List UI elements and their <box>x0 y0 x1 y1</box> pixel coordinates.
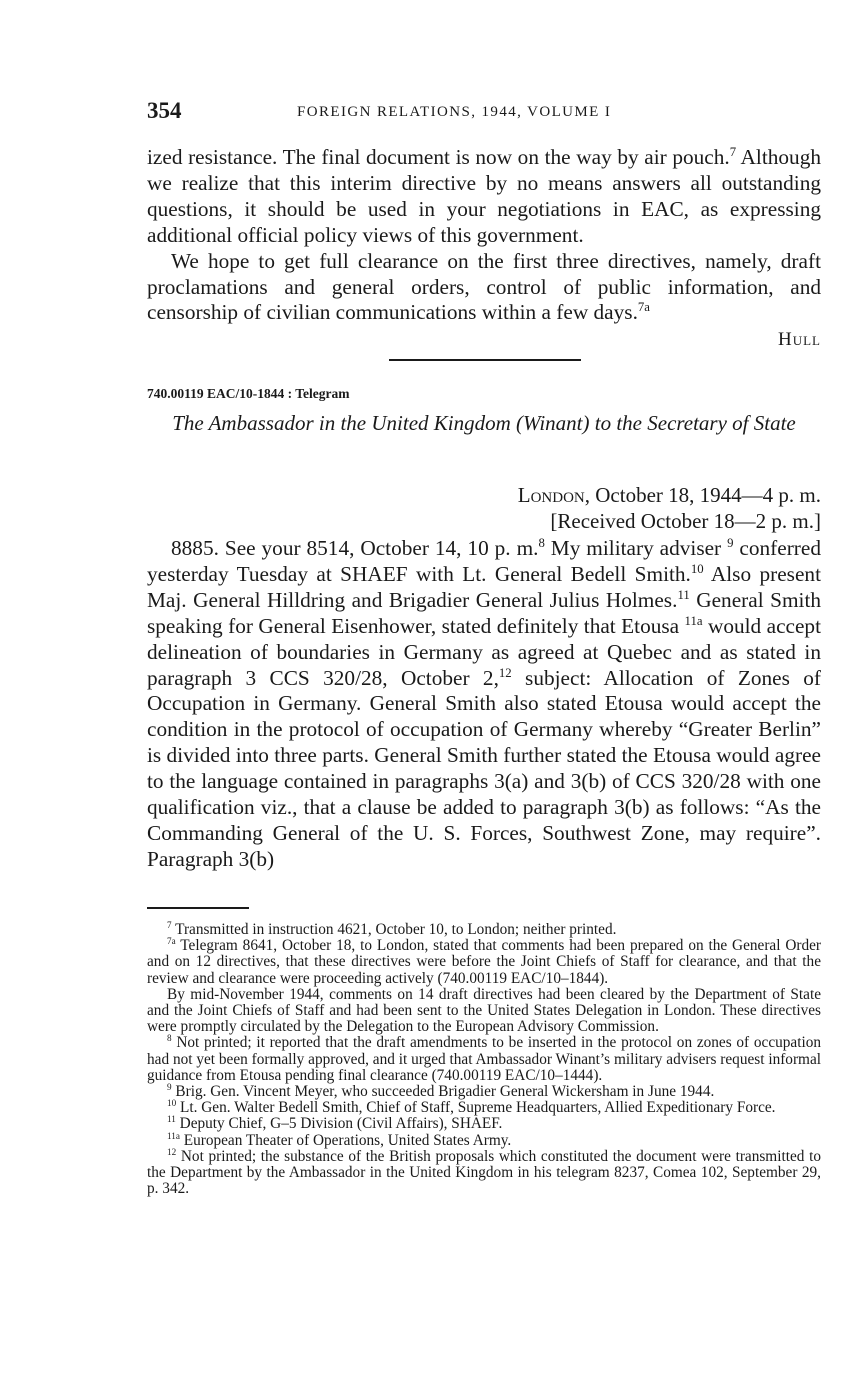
footnote: $^{11}$ Deputy Chief, G–5 Division (Civil Affairs), SHAEF. <box>167 1114 503 1133</box>
file-number: 740.00119 EAC/10-1844 : Telegram <box>147 386 350 401</box>
footnote-ref: 7 <box>729 144 737 159</box>
footnote-ref: 11 <box>677 587 690 602</box>
page-header <box>147 98 821 128</box>
footnote: $^8$ Not printed; it reported that the draft amendments to be inserted in the protocol on zones of occupation had not yet been formally approved, and it urged that Ambassador Winant’s military advisers request informal guidance from Etousa pending final clearance (740.00119 EAC/10–1444). <box>147 1033 821 1084</box>
signature: Hull <box>778 329 821 350</box>
date: , October 18, 1944—4 p. m. <box>584 483 821 507</box>
footnote: $^{11a}$ European Theater of Operations, United States Army. <box>167 1130 512 1149</box>
intro-paragraph-1: ized resistance. The final document is now on the way by air pouch.$^7$ Although we realize that this interim directive by no means answers all outstanding questions, it should be used in your negotiations in EAC, as expressing additional official policy views of this government. <box>147 144 822 247</box>
footnote-ref: 12 <box>498 665 512 680</box>
received-line: [Received October 18—2 p. m.] <box>550 509 821 533</box>
footnote-ref: 11a <box>684 613 703 628</box>
place-date <box>518 482 821 508</box>
footnote-divider <box>147 907 249 909</box>
telegram-text <box>147 536 821 873</box>
dateline <box>518 482 821 534</box>
footnotes <box>147 919 821 1198</box>
footnote-ref: 8 <box>538 535 545 550</box>
footnote: $^7$ Transmitted in instruction 4621, October 10, to London; neither printed. <box>167 919 617 938</box>
footnote: $^{12}$ Not printed; the substance of the British proposals which constituted the document were transmitted to the Department by the Ambassador in the United Kingdom in his telegram 8237, Comea 102, September 29, p. 342. <box>147 1146 821 1198</box>
footnote: $^{10}$ Lt. Gen. Walter Bedell Smith, Chief of Staff, Supreme Headquarters, Allied Expeditionary Force. <box>167 1098 776 1117</box>
document-title: The Ambassador in the United Kingdom (Winant) to the Secretary of State <box>172 411 796 435</box>
footnote: $^{7a}$ Telegram 8641, October 18, to London, stated that comments had been prepared on the General Order and on 12 directives, that these directives were before the Joint Chiefs of Staff for clearance, and that the review and clearance were proceeding actively (740.00119 EAC/10–1844). <box>147 936 821 987</box>
footnote-ref: 9 <box>727 535 734 550</box>
footnote-continuation: By mid-November 1944, comments on 14 draft directives had been cleared by the Department of State and the Joint Chiefs of Staff and had been sent to the United States Delegation in London. These directives were promptly circulated by the Delegation to the European Advisory Commission. <box>147 985 821 1036</box>
running-head: FOREIGN RELATIONS, 1944, VOLUME I <box>297 104 612 120</box>
telegram-paragraph: 8885. See your 8514, October 14, 10 p. m.$^8$ My military adviser $^9$ conferred yesterday Tuesday at SHAEF with Lt. General Bedell Smith.$^{10}$ Also present Maj. General Hilldring and Brigadier General Julius Holmes.$^{11}$ General Smith speaking for General Eisenhower, stated definitely that Etousa $^{11a}$ would accept delineation of boundaries in Germany as agreed at Quebec and as stated in paragraph 3 CCS 320/28, October 2,12 subject: Allocation of Zones of Occupation in Germany. General Smith also stated Etousa would accept the condition in the protocol of occupation of Germany whereby “Greater Berlin” is divided into three parts. General Smith further stated the Etousa would agree to the language contained in paragraphs 3(a) and 3(b) of CCS 320/28 with one qualification viz., that a clause be added to paragraph 3(b) as follows: “As the Commanding General of the U. S. Forces, Southwest Zone, may require”. Paragraph 3(b) <box>147 535 822 871</box>
footnote-ref: 10 <box>690 561 704 576</box>
place: London <box>517 483 585 507</box>
footnote-ref: 7a <box>637 300 650 315</box>
section-divider <box>389 359 581 361</box>
intro-text <box>147 145 821 326</box>
footnote: $^9$ Brig. Gen. Vincent Meyer, who succeeded Brigadier General Wickersham in June 1944. <box>167 1081 715 1101</box>
intro-paragraph-2: We hope to get full clearance on the first three directives, namely, draft proclamations and general orders, control of public information, and censorship of civilian communications within a few days.$^{7a}$ <box>147 248 821 325</box>
page-number: 354 <box>147 98 182 123</box>
